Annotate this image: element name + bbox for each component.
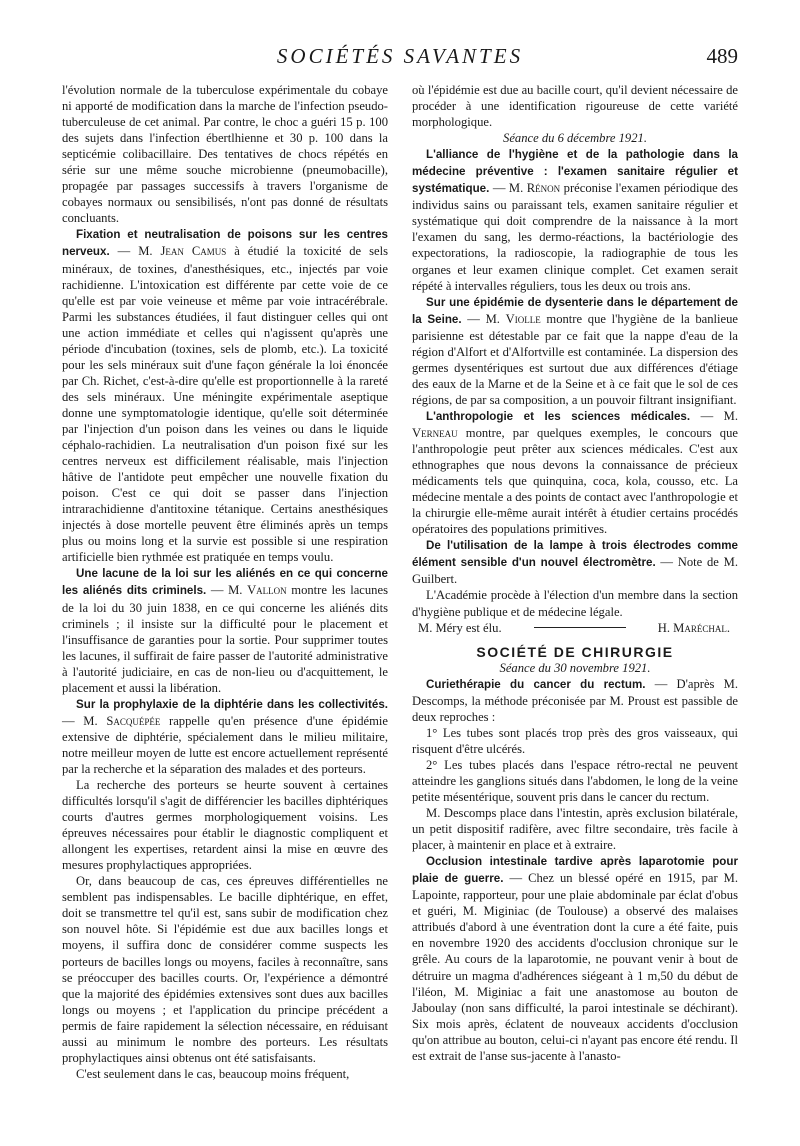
paragraph: Or, dans beaucoup de cas, ces épreuves différentielles ne semblent pas indispensables. Le bacille diphtérique, en effet, doit se transmettre tel qu'il est, sans subir de modification chez son nouvel hôte. Si l'épidémie est due aux bacilles longs et moyens, il suffira donc de considérer comme suspects les porteurs de bacilles longs ou moyens, faciles à reconnaître, sans se préoccuper des bacilles courts. Or, l'expérience a démontré que la majorité des épidémies extensives sont dues aux bacilles longs ou moyens ; et l'application du principe précédent a permis de faire rapidement la sélection nécessaire, en réduisant aussi au minimum le nombre des porteurs. Les résultats prophylactiques ainsi obtenus ont été satisfaisants. [62, 874, 388, 1065]
section-fixation-poisons: Fixation et neutralisation de poisons sur les centres nerveux. — M. Jean Camus à étudié la toxicité de sels minéraux, de toxines, d'anesthésiques, etc., injectés par voie rachidienne. L'intoxication est différente par cette voie de ce qu'elle est par voie veineuse et même par voie intracérébrale. Parmi les substances étudiées, il faut distinguer celles qui ont une action immédiate et celles qui n'agissent qu'après une période d'incubation (toxines, sels de plomb, etc.). La toxicité pour les sels minéraux suit d'une façon générale la loi énoncée par Ch. Richet, c'est-à-dire qu'elle est proportionnelle à la rareté des sels minéraux. Une méningite expérimentale aseptique donne une symptomatologie identique, qu'elle soit déterminée par l'injection d'un poison dans les veines ou dans le liquide céphalo-rachidien. La neutralisation d'un poison fixé sur les centres nerveux est difficilement réalisable, mais l'injection hâtive de l'antidote peut empêcher une nouvelle fixation du poison. C'est ce qui doit se passer dans l'injection intrarachidienne d'antitoxine tétanique. Certains anesthésiques injectés à dose mortelle peuvent être éliminés après un temps plus ou moins long et la survie est possible si une respiration artificielle bien rythmée est pratiquée en temps voulu. [62, 228, 388, 565]
author-name: Vallon [247, 583, 287, 598]
paragraph: l'évolution normale de la tuberculose expérimentale du cobaye ni apporté de modification dans la marche de l'infection pseudo-tuberculeuse de cet animal. Par contre, le choc a guéri 15 p. 100 des sujets dans l'infection ébertlhienne et 30 p. 100 dans la septicémie colibacillaire. Des tentatives de chocs répétés en série sur une même souche microbienne (pneumobacille), propagée par passages successifs à travers l'organisme de cobayes normaux ou sensibilisés, n'ont pas donné de résultats concluants. [62, 83, 388, 226]
section-text: Chez un blessé opéré en 1915, par M. Lapointe, rapporteur, pour une plaie abdominale par éclat d'obus et guéri, M. Miginiac (de Toulouse) a observé des malaises attribués d'abord à une éventration dont la cure a été faite, puis en novembre 1920 des accidents d'occlusion chronique sur le grêle. Au cours de la laparotomie, ne pouvant venir à bout de détruire un magma d'adhérences siégeant à 1 m,50 du début de l'iléon, M. Miginiac a fait une anastomose au bouton de Jaboulay (non sans difficulté, la paroi intestinale se déchirant). Six mois après, éclatent de nouveaux accidents d'occlusion qu'on attribue au bouton, celui-ci n'ayant pas encore été rendu. Il est extrait de l'anse sus-jacente à l'anasto- [412, 871, 739, 1063]
paragraph: La recherche des porteurs se heurte souvent à certaines difficultés lorsqu'il s'agit de différencier les bacilles diphtériques courts d'autres germes morphologiquement voisins. Les épreuves nécessaires pour établir le diagnostic compliquent et allongent les expertises, retardent ainsi la mise en œuvre des mesures prophylactiques appropriées. [62, 778, 388, 873]
author-name: Sacquépée [106, 713, 161, 728]
society-title: SOCIÉTÉ DE CHIRURGIE [476, 643, 674, 660]
section-occlusion: Occlusion intestinale tardive après laparotomie pour plaie de guerre. — Chez un blessé opéré en 1915, par M. Lapointe, rapporteur, pour une plaie abdominale par éclat d'obus et guéri, M. Miginiac (de Toulouse) a observé des malaises attribués d'abord à une éventration dont la cure a été faite, puis en novembre 1920 des accidents d'occlusion chronique sur le grêle. Au cours de la laparotomie, ne pouvant venir à bout de détruire un magma d'adhérences siégeant à 1 m,50 du début de l'iléon, M. Miginiac a fait une anastomose au bouton de Jaboulay (non sans difficulté, la paroi intestinale se déchirant). Six mois après, éclatent de nouveaux accidents d'occlusion qu'on attribue au bouton, celui-ci n'ayant pas encore été rendu. Il est extrait de l'anse sus-jacente à l'anasto- [412, 855, 739, 1063]
section-text: rappelle qu'en présence d'une épidémie extensive de diphtérie, spécialement dans le milieu militaire, notre meilleur moyen de lutte est encore actuellement représenté par la recherche et la séparation des malades et des porteurs. [62, 713, 388, 776]
divider [534, 627, 626, 628]
seance-date: Séance du 30 novembre 1921. [499, 660, 651, 675]
section-electrometre: De l'utilisation de la lampe à trois électrodes comme élément sensible d'un nouvel électromètre. — Note de M. Guilbert. [412, 539, 738, 587]
section-text: Note de M. Guilbert. [412, 555, 738, 587]
author-name: Violle [505, 311, 541, 326]
section-text: préconise l'examen périodique des individus sains ou paraissant tels, examen sanitaire régulier et systématique qui doit comprendre de la naissance à la mort l'examen du sang, les dermo-réactions, la bactériologie des expectorations, la radioscopie, la radiographie de tous les organes et leur examen clinique complet. Cet examen serait répété à intervalles réguliers, tous les deux ou trois ans. [412, 181, 738, 293]
section-curietherapie: Curiethérapie du cancer du rectum. — D'après M. Descomps, la méthode préconisée par M. Proust est passible de deux reproches : [412, 676, 739, 724]
author-name: Verneau [412, 425, 458, 440]
section-text: à étudié la toxicité de sels minéraux, de toxines, d'anesthésiques, etc., injectés par voie rachidienne. L'intoxication est différente par cette voie de ce qu'elle est par voie veineuse et même par voie intracérébrale. Parmi les substances étudiées, il faut distinguer celles qui ont une action immédiate et celles qui n'agissent qu'après une période d'incubation (toxines, sels de plomb, etc.). La toxicité pour les sels minéraux suit d'une façon générale la loi énoncée par Ch. Richet, c'est-à-dire qu'elle est proportionnelle à la rareté des sels minéraux. Une méningite expérimentale aseptique donne une symptomatologie identique, qu'elle soit déterminée par l'injection d'un poison dans les veines ou dans le liquide céphalo-rachidien. La neutralisation d'un poison fixé sur les centres nerveux est difficilement réalisable, mais l'injection hâtive de l'antidote peut empêcher une nouvelle fixation du poison. C'est ce qui doit se passer dans l'injection intrarachidienne d'antitoxine tétanique. Certains anesthésiques injectés à dose mortelle peuvent être éliminés après un temps plus ou moins long et la survie est possible si une respiration artificielle bien rythmée est pratiquée en temps voulu. [62, 244, 388, 565]
paragraph: L'Académie procède à l'élection d'un membre dans la section d'hygiène publique et de médecine légale. [412, 588, 738, 619]
paragraph: C'est seulement dans le cas, beaucoup moins fréquent, [76, 1066, 350, 1081]
section-diphterie: Sur la prophylaxie de la diphtérie dans les collectivités. — M. Sacquépée rappelle qu'en présence d'une épidémie extensive de diphtérie, spécialement dans le milieu militaire, notre meilleur moyen de lutte est encore actuellement représenté par la recherche et la séparation des malades et des porteurs. [62, 697, 388, 776]
section-heading: Curiethérapie du cancer du rectum. [426, 677, 646, 691]
section-heading: L'alliance de l'hygiène et de la pathologie dans la médecine préventive : l'examen sanitaire régulier et systématique. [412, 148, 738, 196]
section-heading: L'anthropologie et les sciences médicales. [426, 409, 691, 423]
author-name: Jean Camus [160, 244, 227, 259]
right-column [412, 82, 738, 1064]
section-heading: Sur la prophylaxie de la diphtérie dans les collectivités. [76, 697, 388, 711]
author-name: Rénon [526, 181, 561, 196]
section-anthropologie: L'anthropologie et les sciences médicales. — M. Verneau montre, par quelques exemples, le concours que l'anthropologie peut prêter aux sciences médicales. C'est aux ethnographes que nous devons la connaissance de précieux médicaments tels que quinquina, coca, kola, cousso, etc. La médecine mentale a des points de contact avec l'anthropologie et la chirurgie elle-même aurait intérêt à étudier certains procédés opératoires des populations primitives. [412, 408, 738, 537]
section-text: D'après M. Descomps, la méthode préconisée par M. Proust est passible de deux reproches : [412, 676, 739, 724]
list-item: 2° Les tubes placés dans l'espace rétro-rectal ne peuvent atteindre les ganglions situés dans l'abdomen, le long de la veine petite mésentérique, souvent pris dans le cancer du rectum. [412, 757, 738, 805]
section-heading: Une lacune de la loi sur les aliénés en ce qui concerne les aliénés dits criminels. [62, 567, 388, 598]
list-item: 1° Les tubes sont placés trop près des gros vaisseaux, qui risquent d'être ulcérés. [412, 725, 738, 756]
section-heading: De l'utilisation de la lampe à trois électrodes comme élément sensible d'un nouvel électromètre. [412, 539, 738, 570]
paragraph: M. Descomps place dans l'intestin, après exclusion bilatérale, un petit dispositif radifère, avec filtre secondaire, très facile à placer, à maintenir en place et à extraire. [412, 806, 738, 853]
section-heading: Occlusion intestinale tardive après laparotomie pour plaie de guerre. [412, 855, 738, 886]
section-dysenterie: Sur une épidémie de dysenterie dans le département de la Seine. — M. Violle montre que l'hygiène de la banlieue parisienne est détestable par ce fait que la nappe d'eau de la région d'Alfort et d'Alfortville est contaminée. La dispersion des germes dysentériques est surtout due aux différences d'étiage des eaux de la Marne et de la Seine et à ce fait que le sol de ces régions, de par sa composition, a un pouvoir filtrant insignifiant. [412, 295, 739, 407]
section-heading: Fixation et neutralisation de poisons sur les centres nerveux. [62, 228, 388, 259]
section-text: montre, par quelques exemples, le concours que l'anthropologie peut prêter aux sciences médicales. C'est aux ethnographes que nous devons la connaissance de précieux médicaments tels que quinquina, coca, kola, cousso, etc. La médecine mentale a des points de contact avec l'anthropologie et la chirurgie elle-même aurait intérêt à étudier certains procédés opératoires des populations primitives. [412, 425, 738, 537]
signature-row [412, 620, 738, 636]
section-text: montre que l'hygiène de la banlieue parisienne est détestable par ce fait que la nappe d'eau de la région d'Alfort et d'Alfortville est contaminée. La dispersion des germes dysentériques est surtout due aux différences d'étiage des eaux de la Marne et de la Seine et à ce fait que le sol de ces régions, de par sa composition, a un pouvoir filtrant insignifiant. [412, 311, 739, 407]
running-title: SOCIÉTÉS SAVANTES [276, 44, 524, 68]
page-number: 489 [706, 44, 738, 68]
left-column [62, 82, 388, 1082]
page-header [62, 44, 738, 74]
section-hygiene: L'alliance de l'hygiène et de la pathologie dans la médecine préventive : l'examen sanitaire régulier et systématique. — M. Rénon préconise l'examen périodique des individus sains ou paraissant tels, examen sanitaire régulier et systématique qui doit comprendre de la naissance à la mort l'examen du sang, les dermo-réactions, la bactériologie des expectorations, la radioscopie, la radiographie de tous les organes et leur examen clinique complet. Cet examen serait répété à intervalles réguliers, tous les deux ou trois ans. [412, 148, 738, 293]
seance-date: Séance du 6 décembre 1921. [503, 131, 647, 146]
paragraph: où l'épidémie est due au bacille court, qu'il devient nécessaire de procéder à une identification rigoureuse de cette variété morphologique. [412, 83, 738, 130]
signature: H. Maréchal. [657, 620, 730, 635]
section-text: montre les lacunes de la loi du 30 juin 1838, en ce qui concerne les aliénés dits criminels ; il insiste sur la difficulté pour le placement et l'insuffisance de garanties pour la sortie. Pour supprimer toutes les lacunes, il suffirait de faire passer de l'autorité administrative à l'autorité judiciaire, en cas de non-lieu ou d'acquittement, le placement et aussi la libération. [62, 583, 388, 695]
election-result: M. Méry est élu. [418, 620, 502, 635]
section-alienes: Une lacune de la loi sur les aliénés en ce qui concerne les aliénés dits criminels. — M. Vallon montre les lacunes de la loi du 30 juin 1838, en ce qui concerne les aliénés dits criminels ; il insiste sur la difficulté pour le placement et l'insuffisance de garanties pour la sortie. Pour supprimer toutes les lacunes, il suffirait de faire passer de l'autorité administrative à l'autorité judiciaire, en cas de non-lieu ou d'acquittement, le placement et aussi la libération. [62, 567, 388, 695]
section-heading: Sur une épidémie de dysenterie dans le département de la Seine. [412, 295, 738, 326]
